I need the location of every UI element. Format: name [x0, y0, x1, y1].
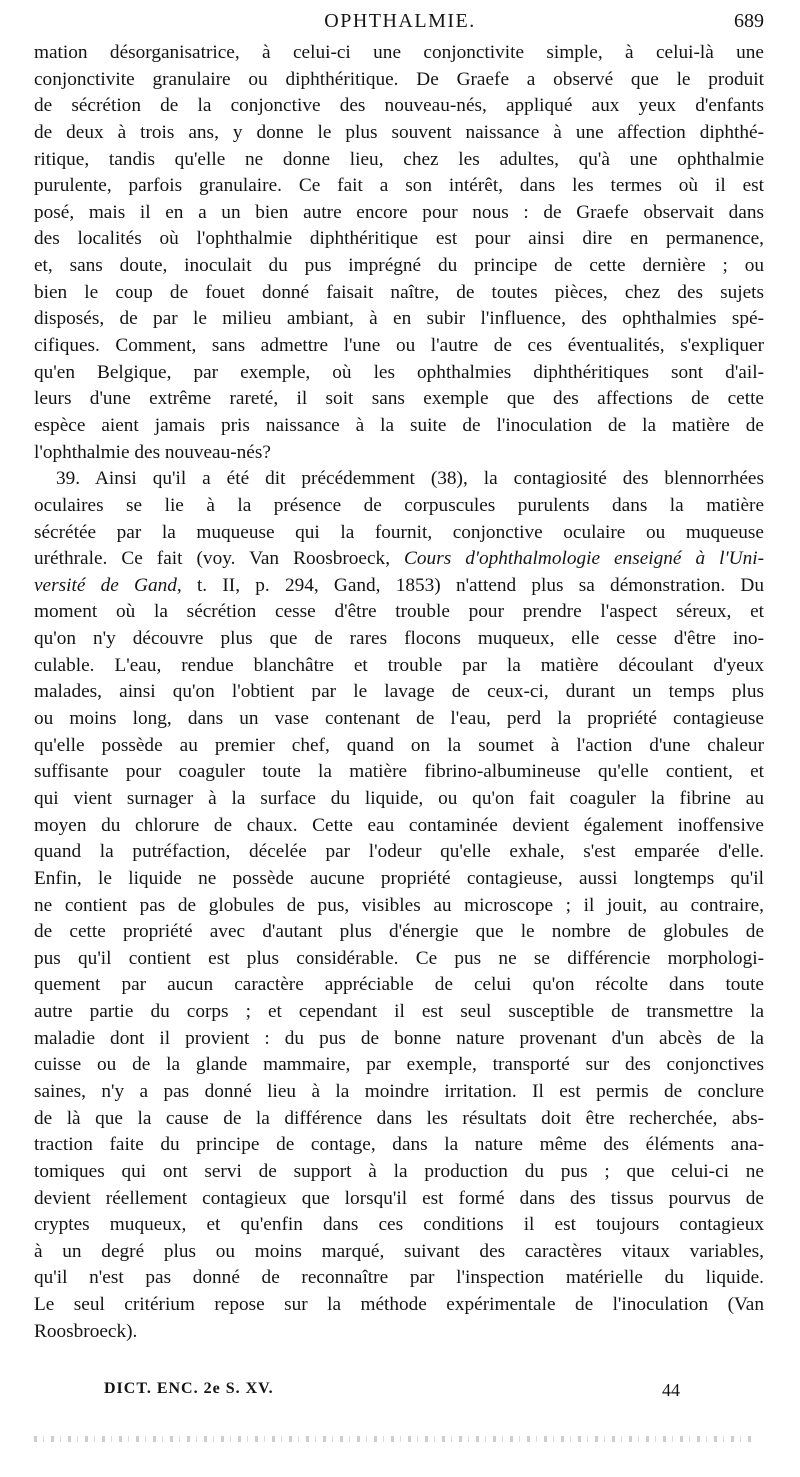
- text-line: leurs d'une extrême rareté, il soit sans exemple que des affections de cette: [34, 388, 764, 410]
- text-line: autre partie du corps ; et cependant il est seul susceptible de transmettre la: [34, 1001, 764, 1023]
- text-line: posé, mais il en a un bien autre encore pour nous : de Graefe observait dans: [34, 201, 764, 223]
- text-line: traction faite du principe de contage, dans la nature même des éléments ana-: [34, 1134, 764, 1156]
- text-line: cryptes muqueux, et qu'enfin dans ces conditions il est toujours contagieux: [34, 1214, 764, 1236]
- text-line: moyen du chlorure de chaux. Cette eau contaminée devient également inoffensive: [34, 814, 764, 836]
- text-line: tomiques qui ont servi de support à la production du pus ; que celui-ci ne: [34, 1160, 764, 1182]
- text-line: sécrétée par la muqueuse qui la fournit, conjonctive oculaire ou muqueuse: [34, 521, 764, 543]
- text-line: espèce aient jamais pris naissance à la suite de l'inoculation de la matière de: [34, 414, 764, 436]
- text-line: conjonctivite granulaire ou diphthéritique. De Graefe a observé que le produit: [34, 68, 764, 90]
- text-line: suffisante pour coaguler toute la matière fibrino-albumineuse qu'elle contient, et: [34, 761, 764, 783]
- page-number: 689: [734, 10, 764, 32]
- text-line: Enfin, le liquide ne possède aucune propriété contagieuse, aussi longtemps qu'il: [34, 867, 764, 889]
- text-line: Roosbroeck).: [34, 1320, 138, 1342]
- cited-title: versité de Gand: [34, 574, 177, 596]
- running-title: OPHTHALMIE.: [324, 10, 476, 32]
- text-line: moment où la sécrétion cesse d'être trouble pour prendre l'aspect séreux, et: [34, 601, 764, 623]
- scan-bleed-through: [34, 1436, 754, 1442]
- text-line: de là que la cause de la différence dans les résultats doit être recherchée, abs-: [34, 1107, 764, 1129]
- text-line: oculaires se lie à la présence de corpuscules purulents dans la matière: [34, 494, 764, 516]
- text-line: à un degré plus ou moins marqué, suivant des caractères vitaux variables,: [34, 1240, 764, 1262]
- body-text: [34, 40, 764, 1345]
- signature-sheet-number: 44: [662, 1380, 680, 1400]
- text-line: Le seul critérium repose sur la méthode expérimentale de l'inoculation (Van: [34, 1294, 764, 1316]
- text-line: culable. L'eau, rendue blanchâtre et trouble par la matière découlant d'yeux: [34, 654, 764, 676]
- text-line: devient réellement contagieux que lorsqu'il est formé dans des tissus pourvus de: [34, 1187, 764, 1209]
- text-line: quement par aucun caractère appréciable de celui qu'on récolte dans toute: [34, 974, 764, 996]
- text-line: de deux à trois ans, y donne le plus souvent naissance à une affection diphthé-: [34, 121, 764, 143]
- text-line: ne contient pas de globules de pus, visibles au microscope ; il jouit, au contraire,: [34, 894, 764, 916]
- text-line: cifiques. Comment, sans admettre l'une ou l'autre de ces éventualités, s'expliquer: [34, 335, 764, 357]
- text-line: de sécrétion de la conjonctive des nouveau-nés, appliqué aux yeux d'enfants: [34, 95, 764, 117]
- text-line: qu'il n'est pas donné de reconnaître par l'inspection matérielle du liquide.: [34, 1267, 764, 1289]
- text-line: ou moins long, dans un vase contenant de l'eau, perd la propriété contagieuse: [34, 708, 764, 730]
- signature-volume: DICT. ENC. 2e S. XV.: [104, 1380, 274, 1397]
- text-line: l'ophthalmie des nouveau-nés?: [34, 441, 271, 463]
- text-line: versité de Gand, t. II, p. 294, Gand, 1853) n'attend plus sa démonstration. Du: [34, 574, 764, 596]
- signature-mark: [0, 1380, 800, 1408]
- text-line: pus qu'il contient est plus considérable. Ce pus ne se différencie morphologi-: [34, 947, 764, 969]
- text-line: qu'on n'y découvre plus que de rares flocons muqueux, elle cesse d'être ino-: [34, 628, 764, 650]
- text-line: des localités où l'ophthalmie diphthéritique est pour ainsi dire en permanence,: [34, 228, 764, 250]
- text-line: disposés, de par le milieu ambiant, à en subir l'influence, des ophthalmies spé-: [34, 308, 764, 330]
- text-line: qu'elle possède au premier chef, quand on la soumet à l'action d'une chaleur: [34, 734, 764, 756]
- text-line: cuisse ou de la glande mammaire, par exemple, transporté sur des conjonctives: [34, 1054, 764, 1076]
- text-line: 39. Ainsi qu'il a été dit précédemment (38), la contagiosité des blennorrhées: [56, 468, 764, 490]
- text-line: qui vient surnager à la surface du liquide, ou qu'on fait coaguler la fibrine au: [34, 787, 764, 809]
- text-line: qu'en Belgique, par exemple, où les ophthalmies diphthéritiques sont d'ail-: [34, 361, 764, 383]
- text-line: mation désorganisatrice, à celui-ci une conjonctivite simple, à celui-là une: [34, 42, 764, 63]
- text-line: de cette propriété avec d'autant plus d'énergie que le nombre de globules de: [34, 921, 764, 943]
- text-line: bien le coup de fouet donné faisait naître, de toutes pièces, chez des sujets: [34, 281, 764, 303]
- text-line: purulente, parfois granulaire. Ce fait a son intérêt, dans les termes où il est: [34, 175, 764, 197]
- text-line: et, sans doute, inoculait du pus imprégné du principe de cette dernière ; ou: [34, 255, 764, 277]
- cited-title: Cours d'ophthalmologie enseigné à l'Uni-: [404, 548, 764, 570]
- text-line: ritique, tandis qu'elle ne donne lieu, chez les adultes, qu'à une ophthalmie: [34, 148, 764, 170]
- running-header: [0, 8, 800, 36]
- text-line: saines, n'y a pas donné lieu à la moindre irritation. Il est permis de conclure: [34, 1080, 764, 1102]
- text-line: quand la putréfaction, décelée par l'odeur qu'elle exhale, s'est emparée d'elle.: [34, 841, 764, 863]
- text-line: uréthrale. Ce fait (voy. Van Roosbroeck, Cours d'ophthalmologie enseigné à l'Uni-: [34, 548, 764, 570]
- text-line: malades, ainsi qu'on l'obtient par le lavage de ceux-ci, durant un temps plus: [34, 681, 764, 703]
- text-line: maladie dont il provient : du pus de bonne nature provenant d'un abcès de la: [34, 1027, 764, 1049]
